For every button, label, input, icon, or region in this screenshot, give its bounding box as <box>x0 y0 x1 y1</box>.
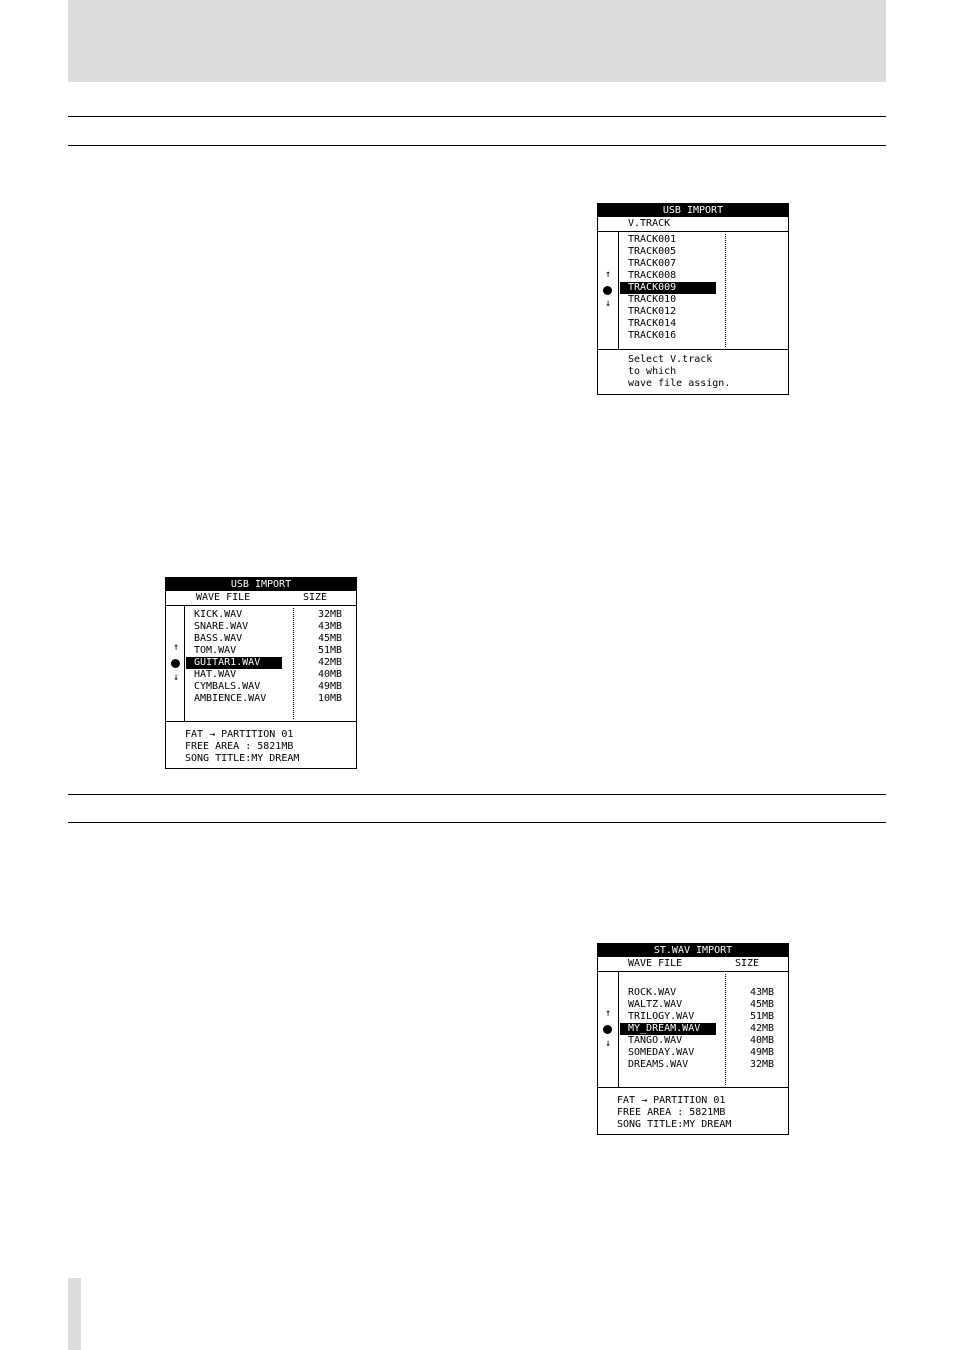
wave-file-list[interactable] <box>598 972 788 1088</box>
list-item[interactable] <box>620 330 716 342</box>
screen-title: USB IMPORT <box>598 204 788 217</box>
list-item-size: 32MB <box>750 1059 775 1070</box>
size-column-label: SIZE <box>303 592 328 603</box>
list-item[interactable] <box>620 999 716 1011</box>
help-line: to which <box>628 366 677 377</box>
list-item[interactable] <box>620 318 716 330</box>
list-item-name: WALTZ.WAV <box>628 999 683 1010</box>
section-rule <box>68 794 886 795</box>
screen-title: ST.WAV IMPORT <box>598 944 788 957</box>
help-line: wave file assign. <box>628 378 731 389</box>
list-item-size: 32MB <box>318 609 343 620</box>
list-item-size: 43MB <box>750 987 775 998</box>
list-item-size: 40MB <box>318 669 343 680</box>
list-item-name: KICK.WAV <box>194 609 243 620</box>
scroll-up-icon: ↑ <box>604 1008 612 1019</box>
list-item[interactable] <box>620 294 716 306</box>
wave-file-column-label: WAVE FILE <box>628 958 683 969</box>
scroll-up-icon: ↑ <box>172 642 180 653</box>
dial-icon <box>171 659 180 668</box>
list-item-size: 49MB <box>750 1047 775 1058</box>
list-item-name: ROCK.WAV <box>628 987 677 998</box>
list-item-size: 43MB <box>318 621 343 632</box>
vtrack-lcd-screen <box>597 203 789 395</box>
list-item-name: TRACK007 <box>628 258 677 269</box>
column-header <box>166 591 356 606</box>
section-rule <box>68 145 886 146</box>
list-item[interactable] <box>186 609 282 621</box>
usb-import-lcd-screen <box>165 577 357 769</box>
list-item-name: TRACK009 <box>628 282 677 293</box>
footer-partition: FAT → PARTITION 01 <box>185 729 294 740</box>
list-item-name: SOMEDAY.WAV <box>628 1047 695 1058</box>
list-item-name: TRACK014 <box>628 318 677 329</box>
list-item[interactable] <box>620 1047 716 1059</box>
list-item-name: TANGO.WAV <box>628 1035 683 1046</box>
scroll-down-icon: ↓ <box>604 298 612 309</box>
list-item[interactable] <box>186 693 282 705</box>
list-item[interactable] <box>186 681 282 693</box>
footer-free-area: FREE AREA : 5821MB <box>185 741 294 752</box>
stwav-import-lcd-screen <box>597 943 789 1135</box>
list-item-name: TRACK005 <box>628 246 677 257</box>
list-item-name: TRILOGY.WAV <box>628 1011 695 1022</box>
dial-icon <box>603 286 612 295</box>
list-item[interactable] <box>186 621 282 633</box>
list-item-selected[interactable] <box>186 657 282 669</box>
list-item[interactable] <box>186 645 282 657</box>
list-item-size: 42MB <box>750 1023 775 1034</box>
list-item-size: 45MB <box>318 633 343 644</box>
list-item[interactable] <box>620 987 716 999</box>
list-item-size: 40MB <box>750 1035 775 1046</box>
footer-free-area: FREE AREA : 5821MB <box>617 1107 726 1118</box>
size-column-label: SIZE <box>735 958 760 969</box>
list-item-name: BASS.WAV <box>194 633 243 644</box>
list-item-name: CYMBALS.WAV <box>194 681 261 692</box>
footer-partition: FAT → PARTITION 01 <box>617 1095 726 1106</box>
dial-icon <box>603 1025 612 1034</box>
wave-file-column-label: WAVE FILE <box>196 592 251 603</box>
footer-song-title: SONG TITLE:MY DREAM <box>617 1119 732 1130</box>
column-header <box>598 217 788 232</box>
footer-song-title: SONG TITLE:MY DREAM <box>185 753 300 764</box>
list-item-selected[interactable] <box>620 1023 716 1035</box>
list-item[interactable] <box>186 633 282 645</box>
list-item-name: SNARE.WAV <box>194 621 249 632</box>
list-item[interactable] <box>620 246 716 258</box>
list-item-name: TRACK008 <box>628 270 677 281</box>
wave-file-list[interactable] <box>166 606 356 722</box>
list-item[interactable] <box>620 258 716 270</box>
list-item-size: 42MB <box>318 657 343 668</box>
list-item-selected[interactable] <box>620 282 716 294</box>
list-item[interactable] <box>620 306 716 318</box>
list-item-name: TRACK001 <box>628 234 677 245</box>
list-item-size: 45MB <box>750 999 775 1010</box>
list-item-size: 51MB <box>750 1011 775 1022</box>
list-item-size: 49MB <box>318 681 343 692</box>
track-list[interactable] <box>598 232 788 350</box>
list-item-name: GUITAR1.WAV <box>194 657 261 668</box>
list-item[interactable] <box>620 1011 716 1023</box>
list-item[interactable] <box>620 234 716 246</box>
list-item-name: TRACK010 <box>628 294 677 305</box>
list-item-name: TOM.WAV <box>194 645 237 656</box>
scroll-up-icon: ↑ <box>604 269 612 280</box>
column-header <box>598 957 788 972</box>
list-item-size: 51MB <box>318 645 343 656</box>
page-side-tab <box>68 1278 81 1350</box>
list-item-name: DREAMS.WAV <box>628 1059 689 1070</box>
scroll-down-icon: ↓ <box>172 672 180 683</box>
list-item-size: 10MB <box>318 693 343 704</box>
list-item-name: HAT.WAV <box>194 669 237 680</box>
list-item-name: TRACK016 <box>628 330 677 341</box>
section-rule <box>68 822 886 823</box>
list-item[interactable] <box>620 1035 716 1047</box>
scroll-down-icon: ↓ <box>604 1038 612 1049</box>
screen-title: USB IMPORT <box>166 578 356 591</box>
list-item-name: TRACK012 <box>628 306 677 317</box>
list-item[interactable] <box>620 270 716 282</box>
vtrack-column-label: V.TRACK <box>628 218 671 229</box>
page-header-band <box>68 0 886 82</box>
list-item[interactable] <box>620 1059 716 1071</box>
list-item-name: MY_DREAM.WAV <box>628 1023 701 1034</box>
help-line: Select V.track <box>628 354 713 365</box>
section-rule <box>68 116 886 117</box>
list-item-name: AMBIENCE.WAV <box>194 693 267 704</box>
list-item[interactable] <box>186 669 282 681</box>
